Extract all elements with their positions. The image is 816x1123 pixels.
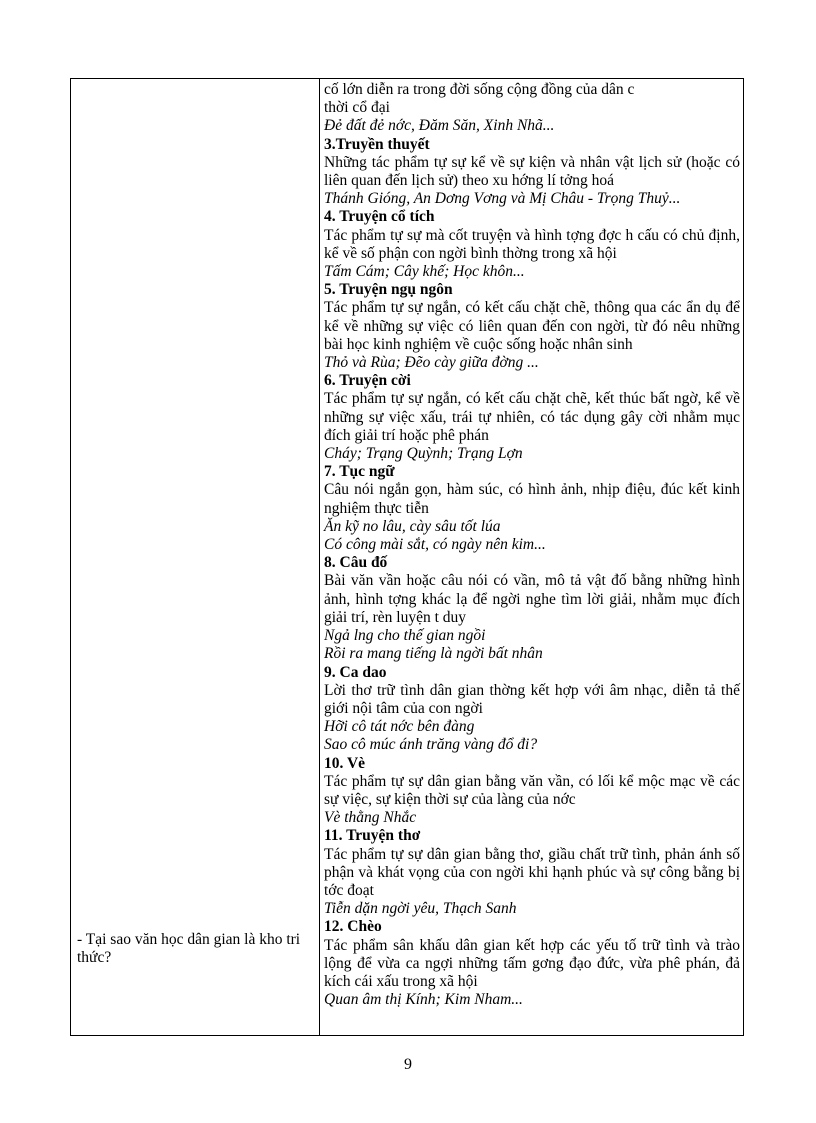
section-heading: 7. Tục ngữ [324, 463, 395, 481]
section-heading: 12. Chèo [324, 918, 382, 936]
content-cell [324, 81, 740, 1009]
intro-example: Đẻ đất đẻ nớc, Đăm Săn, Xinh Nhã... [324, 117, 555, 135]
section-example: Sao cô múc ánh trăng vàng đổ đi? [324, 736, 538, 754]
section-example: Tấm Cám; Cây khế; Học khôn... [324, 263, 525, 281]
section-heading: 5. Truyện ngụ ngôn [324, 281, 453, 299]
section-example: Hỡi cô tát nớc bên đàng [324, 718, 475, 736]
section-heading: 4. Truyện cổ tích [324, 208, 435, 226]
section-example: Ăn kỹ no lâu, cày sâu tốt lúa [324, 517, 501, 535]
section-heading: 3.Truyền thuyết [324, 135, 430, 153]
section-definition: Bài văn vần hoặc câu nói có vần, mô tả vật đố bằng những hình ảnh, hình tợng khác lạ để ngời nghe tìm lời giải, nhằm mục đích giải trí, rèn luyện t duy [324, 572, 740, 626]
section-example: Rồi ra mang tiếng là ngời bất nhân [324, 645, 543, 663]
section-heading: 9. Ca dao [324, 663, 387, 681]
section-heading: 8. Câu đố [324, 554, 388, 572]
section-heading: 10. Vè [324, 754, 366, 772]
section-definition: Những tác phẩm tự sự kể về sự kiện và nhân vật lịch sử (hoặc có liên quan đến lịch sử) theo xu hớng lí tởng hoá [324, 153, 740, 190]
section-example: Có công mài sắt, có ngày nên kim... [324, 536, 546, 554]
section-definition: Tác phẩm tự sự ngắn, có kết cấu chặt chẽ, kết thúc bất ngờ, kể về những sự việc xấu, trái tự nhiên, có tác dụng gây cời nhằm mục đích giải trí hoặc phê phán [324, 390, 740, 444]
column-divider [319, 79, 320, 1035]
section-definition: Tác phẩm tự sự dân gian bằng văn vần, có lối kể mộc mạc về các sự việc, sự kiện thời sự của làng của nớc [324, 772, 740, 808]
section-example: Thỏ và Rùa; Đẽo cày giữa đờng ... [324, 354, 539, 372]
section-example: Tiễn dặn ngời yêu, Thạch Sanh [324, 900, 517, 918]
section-example: Vè thằng Nhắc [324, 809, 417, 827]
section-definition: Tác phẩm tự sự ngắn, có kết cấu chặt chẽ, thông qua các ẩn dụ để kể về những sự việc có liên quan đến con ngời, từ đó nêu những bài học kinh nghiệm về cuộc sống hoặc nhân sinh [324, 299, 740, 353]
section-definition: Tác phẩm sân khấu dân gian kết hợp các yếu tố trữ tình và trào lộng để vừa ca ngợi những tấm gơng đạo đức, vừa phê phán, đả kích cái xấu trong xã hội [324, 936, 740, 990]
intro-line: thời cổ đại [324, 99, 390, 117]
page-number: 9 [404, 1056, 412, 1073]
question-cell [77, 931, 313, 967]
intro-line: cố lớn diễn ra trong đời sống cộng đồng của dân c [324, 81, 635, 98]
content-table [70, 78, 744, 1036]
section-example: Ngả lng cho thế gian ngồi [324, 627, 486, 645]
section-definition: Lời thơ trữ tình dân gian thờng kết hợp với âm nhạc, diễn tả thế giới nội tâm của con ngời [324, 681, 740, 717]
section-example: Cháy; Trạng Quỳnh; Trạng Lợn [324, 445, 523, 463]
section-example: Quan âm thị Kính; Kim Nham... [324, 991, 523, 1009]
section-example: Thánh Gióng, An Dơng Vơng và Mị Châu - Trọng Thuỷ... [324, 190, 681, 208]
section-heading: 11. Truyện thơ [324, 827, 421, 845]
section-heading: 6. Truyện cời [324, 372, 411, 390]
question-text: - Tại sao văn học dân gian là kho tri thức? [77, 931, 301, 966]
section-definition: Tác phẩm tự sự mà cốt truyện và hình tợng đợc h cấu có chủ định, kể về số phận con ngời bình thờng trong xã hội [324, 226, 740, 262]
section-definition: Tác phẩm tự sự dân gian bằng thơ, giầu chất trữ tình, phản ánh số phận và khát vọng của con ngời khi hạnh phúc và sự công bằng bị tớc đoạt [324, 845, 740, 899]
section-definition: Câu nói ngắn gọn, hàm súc, có hình ảnh, nhịp điệu, đúc kết kinh nghiệm thực tiễn [324, 481, 740, 517]
